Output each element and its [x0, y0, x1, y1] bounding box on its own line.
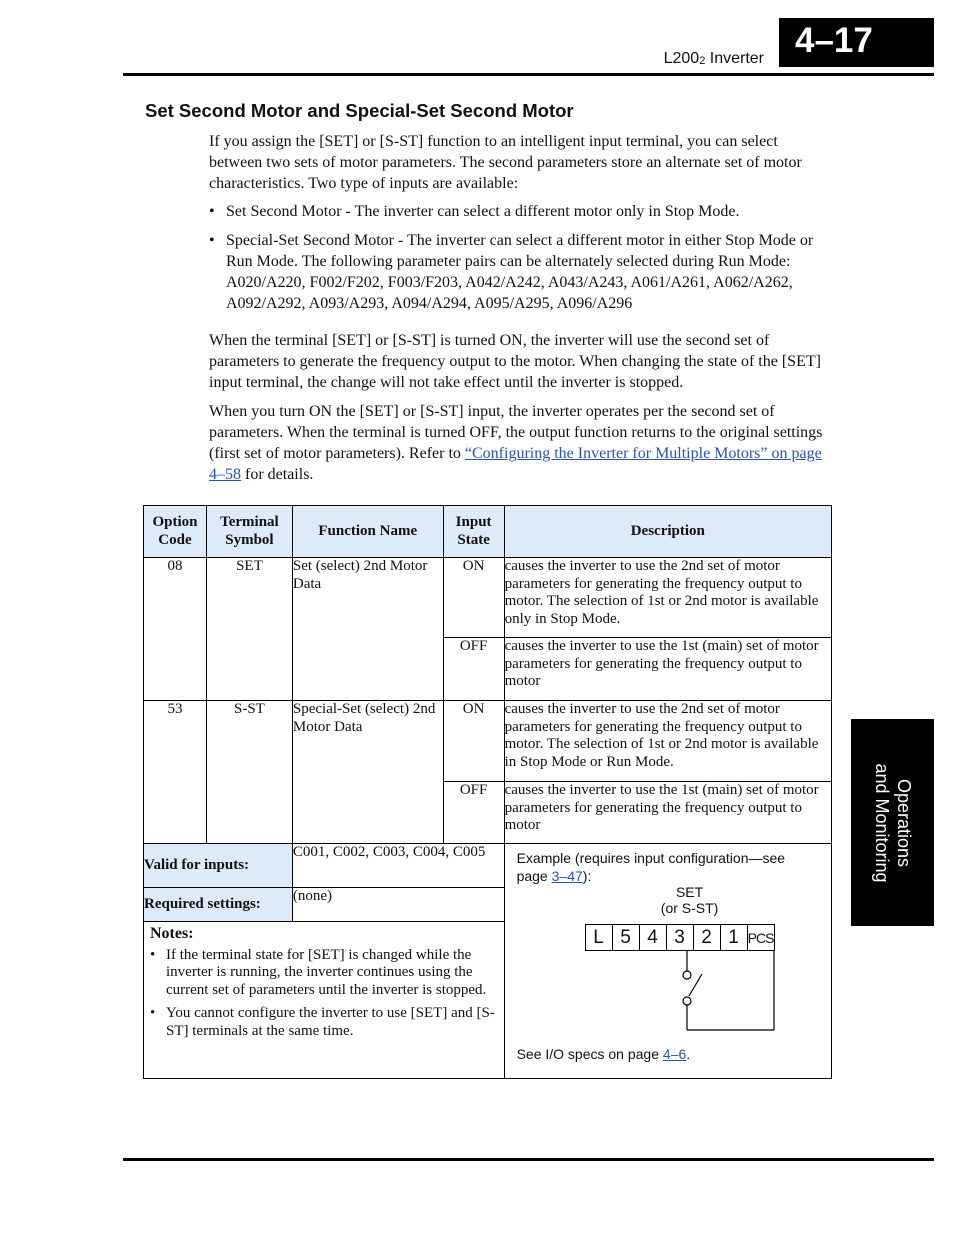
intro-paragraph: If you assign the [SET] or [S-ST] function to an intelligent input terminal, you can select between two sets of motor parameters. The second parameters store an alternate set of motor characteristics. Two type of inputs are available:	[209, 133, 802, 192]
terminal-4: 4	[639, 924, 667, 951]
notes-cell	[144, 922, 505, 1079]
function-name: Set (select) 2nd Motor Data	[292, 558, 443, 701]
terminal-5: 5	[612, 924, 640, 951]
side-tab-line1: Operations	[893, 778, 914, 867]
terminal-l: L	[585, 924, 613, 951]
table-row	[144, 701, 832, 782]
input-state: OFF	[443, 782, 504, 844]
terminal-symbol: S-ST	[206, 701, 292, 844]
side-tab[interactable]	[851, 719, 934, 926]
example-diagram	[504, 844, 831, 1079]
io-specs-caption: See I/O specs on page 4–6.	[516, 1046, 691, 1062]
bullet-item: • Set Second Motor - The inverter can select a different motor only in Stop Mode.	[209, 203, 740, 220]
input-state: ON	[443, 701, 504, 782]
option-code: 53	[144, 701, 207, 844]
example-caption: Example (requires input configuration—see page 3–47):	[516, 850, 786, 884]
description: causes the inverter to use the 2nd set of motor parameters for generating the frequency output to motor. The selection of 1st or 2nd motor is available in Stop Mode or Run Mode.	[504, 701, 831, 782]
switch-contact-top	[683, 971, 691, 979]
function-name: Special-Set (select) 2nd Motor Data	[292, 701, 443, 844]
notes-title: Notes:	[150, 925, 194, 942]
paragraph-3: When you turn ON the [SET] or [S-ST] input, the inverter operates per the second set of parameters. When the terminal is turned OFF, the output function returns to the original settings (first set of motor parameters). Refer to “Configuring the Inverter for Multiple Motors” on page 4–58 for details.	[209, 403, 823, 483]
option-code: 08	[144, 558, 207, 701]
page-number: 4–17	[779, 18, 934, 67]
running-header: $L200_2$ Inverter	[663, 50, 764, 67]
note-item: • You cannot configure the inverter to use [SET] and [S-ST] terminals at the same time.	[150, 1005, 495, 1039]
description: causes the inverter to use the 2nd set of motor parameters for generating the frequency output to motor. The selection of 1st or 2nd motor is available only in Stop Mode.	[504, 558, 831, 638]
switch-wiring	[505, 844, 831, 1076]
page-4-6-link[interactable]: 4–6	[662, 1046, 687, 1062]
section-title: Set Second Motor and Special-Set Second Motor	[145, 100, 574, 121]
side-tab-line2: and Monitoring	[871, 762, 892, 883]
function-table	[143, 505, 832, 1079]
col-terminal-symbol: Terminal Symbol	[206, 506, 292, 558]
set-label: SET (or S-ST)	[660, 884, 719, 916]
intro-block	[209, 131, 834, 314]
bottom-rule	[123, 1158, 934, 1161]
switch-contact-bottom	[683, 997, 691, 1005]
valid-inputs-value: C001, C002, C003, C004, C005	[292, 844, 504, 888]
col-input-state: Input State	[443, 506, 504, 558]
note-item: • If the terminal state for [SET] is changed while the inverter is running, the inverter continues using the current set of parameters until the inverter is stopped.	[150, 946, 487, 998]
terminal-2: 2	[693, 924, 721, 951]
terminal-1: 1	[720, 924, 748, 951]
terminal-pcs: PCS	[747, 924, 775, 951]
col-function-name: Function Name	[292, 506, 443, 558]
col-description: Description	[504, 506, 831, 558]
valid-inputs-row	[144, 844, 832, 888]
input-state: OFF	[443, 638, 504, 701]
terminal-symbol: SET	[206, 558, 292, 701]
terminal-3: 3	[666, 924, 694, 951]
top-rule	[123, 73, 934, 76]
valid-inputs-label: Valid for inputs:	[144, 844, 293, 888]
col-option-code: Option Code	[144, 506, 207, 558]
table-header-row	[144, 506, 832, 558]
bullet-item: • Special-Set Second Motor - The inverter can select a different motor in either Stop Mode or Run Mode. The following parameter pairs can be alternately selected during Run Mode: A020/A220, F002/F202, F003/F203, A042/A242, A043/A243, A061/A261, A062/A262, A092/A292, A093/A293, A094/A294, A095/A295, A096/A296	[209, 232, 814, 312]
description: causes the inverter to use the 1st (main) set of motor parameters for generating the frequency output to motor	[504, 638, 831, 701]
input-state: ON	[443, 558, 504, 638]
multiple-motors-link[interactable]: “Configuring the Inverter for Multiple Motors” on page 4–58	[209, 445, 822, 483]
paragraph-2: When the terminal [SET] or [S-ST] is turned ON, the inverter will use the second set of parameters to generate the frequency output to the motor. When changing the state of the [SET] input terminal, the change will not take effect until the inverter is stopped.	[209, 332, 821, 391]
description: causes the inverter to use the 1st (main) set of motor parameters for generating the frequency output to motor	[504, 782, 831, 844]
required-settings-value: (none)	[292, 888, 504, 922]
required-settings-label: Required settings:	[144, 888, 293, 922]
page-3-47-link[interactable]: 3–47	[551, 867, 583, 884]
table-row	[144, 558, 832, 638]
